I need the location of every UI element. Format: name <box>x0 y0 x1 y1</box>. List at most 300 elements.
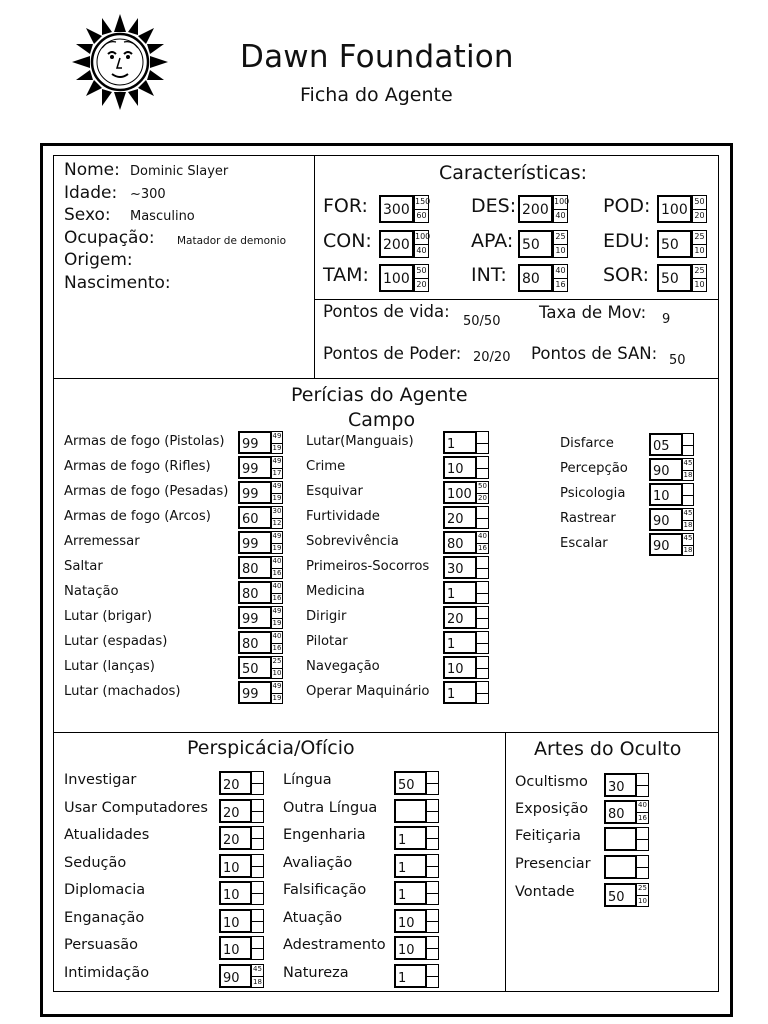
skill-value[interactable]: 80 <box>447 537 464 552</box>
skill-name: Usar Computadores <box>64 800 208 816</box>
skill-name: Língua <box>283 772 332 788</box>
half-fifth-box <box>251 909 264 933</box>
skill-value-box[interactable] <box>219 964 252 988</box>
page-subtitle: Ficha do Agente <box>300 84 453 106</box>
skill-value-box[interactable] <box>219 936 252 960</box>
half-value: 25 <box>694 232 705 241</box>
skill-value-box[interactable] <box>604 800 637 824</box>
skill-value[interactable]: 1 <box>398 861 407 876</box>
fifth-value: 10 <box>694 246 705 255</box>
half-value: 45 <box>253 965 262 973</box>
half-value: 49 <box>272 682 282 690</box>
skill-value-box[interactable] <box>238 481 272 504</box>
stat-value-box[interactable] <box>518 230 553 258</box>
nome-label: Nome: <box>64 160 120 180</box>
skill-value-box[interactable] <box>394 799 427 823</box>
fraction-divider <box>477 568 488 569</box>
fraction-divider <box>477 618 488 619</box>
craft-heading: Perspicácia/Ofício <box>187 737 355 759</box>
stat-value-box[interactable] <box>518 195 553 223</box>
occult-skill-name: Exposição <box>515 801 589 817</box>
fraction-divider <box>554 278 567 279</box>
san-value[interactable]: 50 <box>669 353 686 368</box>
skill-value-box[interactable] <box>219 854 252 878</box>
skill-value[interactable]: 20 <box>223 806 240 821</box>
stat-value-box[interactable] <box>657 230 692 258</box>
stat-value-box[interactable] <box>379 264 414 292</box>
half-fifth-box <box>271 631 283 654</box>
idade-value[interactable]: ~300 <box>130 187 166 202</box>
skill-value-box[interactable] <box>443 681 477 704</box>
half-fifth-box <box>682 508 694 531</box>
fraction-divider <box>637 839 648 840</box>
half-fifth-box <box>271 456 283 479</box>
fifth-value: 18 <box>683 546 693 554</box>
sun-logo-icon <box>68 12 172 112</box>
half-fifth-box <box>414 230 429 258</box>
half-fifth-box <box>476 531 489 554</box>
fraction-divider <box>252 783 263 784</box>
fraction-divider <box>427 866 438 867</box>
sexo-value[interactable]: Masculino <box>130 209 195 224</box>
skill-name: Atuação <box>283 910 343 926</box>
half-fifth-box <box>426 854 439 878</box>
skill-name: Lutar(Manguais) <box>306 434 414 449</box>
fraction-divider <box>427 783 438 784</box>
skill-value[interactable]: 1 <box>447 587 456 602</box>
mov-value[interactable]: 9 <box>662 312 671 327</box>
skill-value-box[interactable] <box>394 854 427 878</box>
skill-value[interactable]: 10 <box>223 916 240 931</box>
divider <box>505 732 506 992</box>
fraction-divider <box>477 668 488 669</box>
skill-name: Esquivar <box>306 484 363 499</box>
skill-value-box[interactable] <box>604 855 637 879</box>
stat-label: POD: <box>603 195 651 217</box>
fraction-divider <box>693 278 706 279</box>
skill-value-box[interactable] <box>649 508 683 531</box>
skill-value-box[interactable] <box>394 826 427 850</box>
half-fifth-box <box>692 230 707 258</box>
fraction-divider <box>252 921 263 922</box>
stat-label: APA: <box>471 230 514 252</box>
fraction-divider <box>637 867 648 868</box>
skill-value-box[interactable] <box>443 581 477 604</box>
divider <box>314 155 315 378</box>
skill-value[interactable]: 99 <box>242 687 259 702</box>
half-fifth-box <box>476 431 489 454</box>
half-fifth-box <box>692 264 707 292</box>
half-fifth-box <box>271 581 283 604</box>
skill-name: Arremessar <box>64 534 140 549</box>
half-fifth-box <box>476 681 489 704</box>
half-value: 45 <box>683 459 693 467</box>
occult-skill-name: Vontade <box>515 884 575 900</box>
skill-value-box[interactable] <box>443 556 477 579</box>
fifth-value: 16 <box>272 569 282 577</box>
stat-label: INT: <box>471 264 507 286</box>
divider <box>53 378 719 379</box>
half-value: 25 <box>555 232 566 241</box>
skill-value-box[interactable] <box>649 483 683 506</box>
skill-value-box[interactable] <box>604 773 637 797</box>
fifth-value: 19 <box>272 444 282 452</box>
half-fifth-box <box>414 195 429 223</box>
half-fifth-box <box>476 656 489 679</box>
half-fifth-box <box>271 481 283 504</box>
half-fifth-box <box>426 936 439 960</box>
skill-value-box[interactable] <box>394 771 427 795</box>
half-fifth-box <box>476 606 489 629</box>
skill-value[interactable]: 10 <box>223 888 240 903</box>
fraction-divider <box>415 209 428 210</box>
fraction-divider <box>252 976 263 977</box>
skill-name: Operar Maquinário <box>306 684 430 699</box>
fraction-divider <box>427 893 438 894</box>
half-fifth-box <box>251 881 264 905</box>
half-value: 25 <box>638 884 647 892</box>
skill-name: Navegação <box>306 659 380 674</box>
skill-value-box[interactable] <box>238 506 272 529</box>
skill-name: Natureza <box>283 965 349 981</box>
skill-value-box[interactable] <box>238 556 272 579</box>
skills-heading: Perícias do Agente <box>291 384 468 406</box>
skill-value[interactable]: 90 <box>653 464 670 479</box>
half-fifth-box <box>636 883 649 907</box>
stat-value[interactable]: 300 <box>383 202 410 218</box>
half-value: 40 <box>272 557 282 565</box>
skill-value[interactable]: 10 <box>447 462 464 477</box>
half-fifth-box <box>271 606 283 629</box>
skill-value-box[interactable] <box>394 881 427 905</box>
divider <box>53 732 719 733</box>
skill-name: Sedução <box>64 855 127 871</box>
skill-value[interactable]: 10 <box>653 489 670 504</box>
fraction-divider <box>427 948 438 949</box>
half-value: 100 <box>415 232 431 241</box>
skill-value[interactable]: 10 <box>223 943 240 958</box>
skill-value-box[interactable] <box>238 581 272 604</box>
skill-name: Investigar <box>64 772 137 788</box>
skill-value[interactable]: 1 <box>398 971 407 986</box>
half-fifth-box <box>251 826 264 850</box>
half-fifth-box <box>682 533 694 556</box>
skill-value-box[interactable] <box>604 827 637 851</box>
half-fifth-box <box>682 433 694 456</box>
fraction-divider <box>252 948 263 949</box>
half-fifth-box <box>553 264 568 292</box>
skill-value[interactable]: 80 <box>242 587 259 602</box>
pv-value[interactable]: 50/50 <box>463 314 501 329</box>
skill-name: Escalar <box>560 536 608 551</box>
half-fifth-box <box>426 964 439 988</box>
san-label: Pontos de SAN: <box>531 344 658 363</box>
skill-value-box[interactable] <box>443 656 477 679</box>
skill-value[interactable]: 20 <box>447 612 464 627</box>
half-fifth-box <box>476 556 489 579</box>
half-fifth-box <box>682 483 694 506</box>
stat-value[interactable]: 80 <box>522 271 540 287</box>
stat-value-box[interactable] <box>379 230 414 258</box>
half-fifth-box <box>251 964 264 988</box>
fraction-divider <box>477 693 488 694</box>
stat-value[interactable]: 200 <box>522 202 549 218</box>
fraction-divider <box>477 518 488 519</box>
skill-value[interactable]: 99 <box>242 462 259 477</box>
skill-name: Furtividade <box>306 509 380 524</box>
fifth-value: 16 <box>638 814 647 822</box>
skill-value-box[interactable] <box>219 909 252 933</box>
skill-value[interactable]: 99 <box>242 437 259 452</box>
stat-value-box[interactable] <box>657 195 692 223</box>
stat-value-box[interactable] <box>657 264 692 292</box>
nome-value[interactable]: Dominic Slayer <box>130 164 229 179</box>
fifth-value: 19 <box>272 494 282 502</box>
skill-value-box[interactable] <box>394 964 427 988</box>
skill-value[interactable]: 05 <box>653 439 670 454</box>
fraction-divider <box>427 921 438 922</box>
half-fifth-box <box>692 195 707 223</box>
fraction-divider <box>637 895 648 896</box>
idade-label: Idade: <box>64 183 118 203</box>
fifth-value: 16 <box>478 544 487 552</box>
half-value: 40 <box>478 532 487 540</box>
half-fifth-box <box>251 771 264 795</box>
skill-name: Avaliação <box>283 855 353 871</box>
skill-value-box[interactable] <box>443 431 477 454</box>
half-value: 100 <box>554 197 570 206</box>
half-fifth-box <box>553 195 568 223</box>
fifth-value: 20 <box>416 280 427 289</box>
fraction-divider <box>252 811 263 812</box>
half-fifth-box <box>426 799 439 823</box>
half-value: 49 <box>272 457 282 465</box>
stat-value-box[interactable] <box>518 264 553 292</box>
skill-name: Adestramento <box>283 937 386 953</box>
half-fifth-box <box>476 631 489 654</box>
skill-value-box[interactable] <box>238 431 272 454</box>
half-fifth-box <box>476 581 489 604</box>
skill-value[interactable]: 20 <box>223 833 240 848</box>
skill-value[interactable]: 100 <box>447 487 472 502</box>
skill-value[interactable]: 1 <box>398 833 407 848</box>
fraction-divider <box>693 209 706 210</box>
skill-name: Armas de fogo (Pesadas) <box>64 484 229 499</box>
skill-name: Diplomacia <box>64 882 146 898</box>
skill-value-box[interactable] <box>238 456 272 479</box>
skill-value-box[interactable] <box>649 433 683 456</box>
skill-value[interactable]: 60 <box>242 512 259 527</box>
half-fifth-box <box>426 881 439 905</box>
fraction-divider <box>477 593 488 594</box>
half-fifth-box <box>636 827 649 851</box>
skill-value[interactable]: 20 <box>447 512 464 527</box>
ocupacao-label: Ocupação: <box>64 228 155 248</box>
skill-name: Natação <box>64 584 119 599</box>
skill-value[interactable]: 50 <box>608 890 625 905</box>
fifth-value: 19 <box>272 619 282 627</box>
skill-value-box[interactable] <box>649 533 683 556</box>
fraction-divider <box>252 893 263 894</box>
fifth-value: 10 <box>638 897 647 905</box>
skill-value[interactable]: 80 <box>608 807 625 822</box>
stat-value[interactable]: 100 <box>383 271 410 287</box>
nascimento-label: Nascimento: <box>64 273 171 293</box>
fifth-value: 19 <box>272 544 282 552</box>
fifth-value: 17 <box>272 469 282 477</box>
fraction-divider <box>252 866 263 867</box>
skill-value-box[interactable] <box>238 681 272 704</box>
half-fifth-box <box>271 506 283 529</box>
skill-value-box[interactable] <box>394 909 427 933</box>
skill-value-box[interactable] <box>238 656 272 679</box>
half-fifth-box <box>251 854 264 878</box>
skill-value[interactable]: 10 <box>398 916 415 931</box>
skill-name: Falsificação <box>283 882 367 898</box>
skill-name: Disfarce <box>560 436 614 451</box>
fraction-divider <box>554 244 567 245</box>
skill-value[interactable]: 50 <box>398 778 415 793</box>
skill-value[interactable]: 99 <box>242 487 259 502</box>
half-fifth-box <box>271 531 283 554</box>
half-fifth-box <box>426 909 439 933</box>
sexo-label: Sexo: <box>64 205 111 225</box>
skill-name: Armas de fogo (Pistolas) <box>64 434 225 449</box>
stat-value[interactable]: 200 <box>383 237 410 253</box>
skill-value[interactable]: 1 <box>447 637 456 652</box>
skill-value-box[interactable] <box>394 936 427 960</box>
stat-label: EDU: <box>603 230 650 252</box>
pp-label: Pontos de Poder: <box>323 344 462 363</box>
skill-value[interactable]: 80 <box>242 637 259 652</box>
skill-name: Primeiros-Socorros <box>306 559 430 574</box>
skill-value-box[interactable] <box>238 606 272 629</box>
half-fifth-box <box>636 773 649 797</box>
skill-value[interactable]: 99 <box>242 612 259 627</box>
fraction-divider <box>554 209 567 210</box>
fifth-value: 12 <box>272 519 282 527</box>
skill-name: Engenharia <box>283 827 366 843</box>
half-value: 50 <box>694 197 705 206</box>
half-fifth-box <box>271 656 283 679</box>
mov-label: Taxa de Mov: <box>539 303 647 322</box>
stat-label: DES: <box>471 195 517 217</box>
skill-value[interactable]: 90 <box>223 971 240 986</box>
fraction-divider <box>415 244 428 245</box>
skill-value-box[interactable] <box>443 481 477 504</box>
skill-value[interactable]: 30 <box>608 780 625 795</box>
skill-value-box[interactable] <box>443 531 477 554</box>
half-value: 150 <box>415 197 431 206</box>
half-fifth-box <box>636 800 649 824</box>
fifth-value: 40 <box>555 211 566 220</box>
fifth-value: 18 <box>683 521 693 529</box>
half-fifth-box <box>426 771 439 795</box>
fifth-value: 16 <box>555 280 566 289</box>
fraction-divider <box>683 445 693 446</box>
skill-value-box[interactable] <box>238 531 272 554</box>
fifth-value: 19 <box>272 694 282 702</box>
skill-value-box[interactable] <box>238 631 272 654</box>
skill-value-box[interactable] <box>219 799 252 823</box>
skill-name: Crime <box>306 459 346 474</box>
skill-value[interactable]: 90 <box>653 514 670 529</box>
skill-value[interactable]: 80 <box>242 562 259 577</box>
half-value: 49 <box>272 532 282 540</box>
skill-name: Atualidades <box>64 827 150 843</box>
fraction-divider <box>637 812 648 813</box>
skill-name: Armas de fogo (Arcos) <box>64 509 211 524</box>
pp-value[interactable]: 20/20 <box>473 350 511 365</box>
half-value: 30 <box>272 507 282 515</box>
skill-name: Rastrear <box>560 511 616 526</box>
characteristics-heading: Características: <box>439 162 588 184</box>
skill-value[interactable]: 90 <box>653 539 670 554</box>
skill-value-box[interactable] <box>649 458 683 481</box>
ocupacao-value[interactable]: Matador de demonio <box>177 235 287 247</box>
skill-value[interactable]: 99 <box>242 537 259 552</box>
fifth-value: 40 <box>416 246 427 255</box>
stat-label: CON: <box>323 230 372 252</box>
fifth-value: 16 <box>272 594 282 602</box>
skill-name: Sobrevivência <box>306 534 399 549</box>
stat-value[interactable]: 50 <box>522 237 540 253</box>
half-value: 40 <box>272 632 282 640</box>
skill-value[interactable]: 10 <box>447 662 464 677</box>
occult-skill-name: Ocultismo <box>515 774 588 790</box>
skill-name: Medicina <box>306 584 365 599</box>
fraction-divider <box>477 468 488 469</box>
fifth-value: 18 <box>683 471 693 479</box>
skill-name: Outra Língua <box>283 800 378 816</box>
occult-skill-name: Presenciar <box>515 856 591 872</box>
skill-value-box[interactable] <box>604 883 637 907</box>
skill-value[interactable]: 10 <box>398 943 415 958</box>
half-fifth-box <box>271 431 283 454</box>
occult-heading: Artes do Oculto <box>534 738 682 760</box>
stat-value-box[interactable] <box>379 195 414 223</box>
skill-value[interactable]: 10 <box>223 861 240 876</box>
origem-label: Origem: <box>64 250 133 270</box>
skill-value-box[interactable] <box>443 506 477 529</box>
skill-value[interactable]: 20 <box>223 778 240 793</box>
half-fifth-box <box>414 264 429 292</box>
skill-name: Psicologia <box>560 486 626 501</box>
stat-value[interactable]: 100 <box>661 202 688 218</box>
skill-value-box[interactable] <box>443 456 477 479</box>
skill-value-box[interactable] <box>219 826 252 850</box>
skill-value-box[interactable] <box>219 771 252 795</box>
fraction-divider <box>427 976 438 977</box>
skill-value[interactable]: 1 <box>398 888 407 903</box>
skill-value-box[interactable] <box>443 606 477 629</box>
skill-value-box[interactable] <box>443 631 477 654</box>
fifth-value: 20 <box>478 494 487 502</box>
skill-name: Dirigir <box>306 609 347 624</box>
skill-value[interactable]: 1 <box>447 687 456 702</box>
skill-value[interactable]: 30 <box>447 562 464 577</box>
skill-value[interactable]: 50 <box>242 662 259 677</box>
fifth-value: 10 <box>694 280 705 289</box>
half-fifth-box <box>251 799 264 823</box>
pv-label: Pontos de vida: <box>323 302 450 321</box>
skill-value[interactable]: 1 <box>447 437 456 452</box>
stat-value[interactable]: 50 <box>661 237 679 253</box>
fraction-divider <box>693 244 706 245</box>
stat-label: SOR: <box>603 264 650 286</box>
stat-value[interactable]: 50 <box>661 271 679 287</box>
skill-value-box[interactable] <box>219 881 252 905</box>
